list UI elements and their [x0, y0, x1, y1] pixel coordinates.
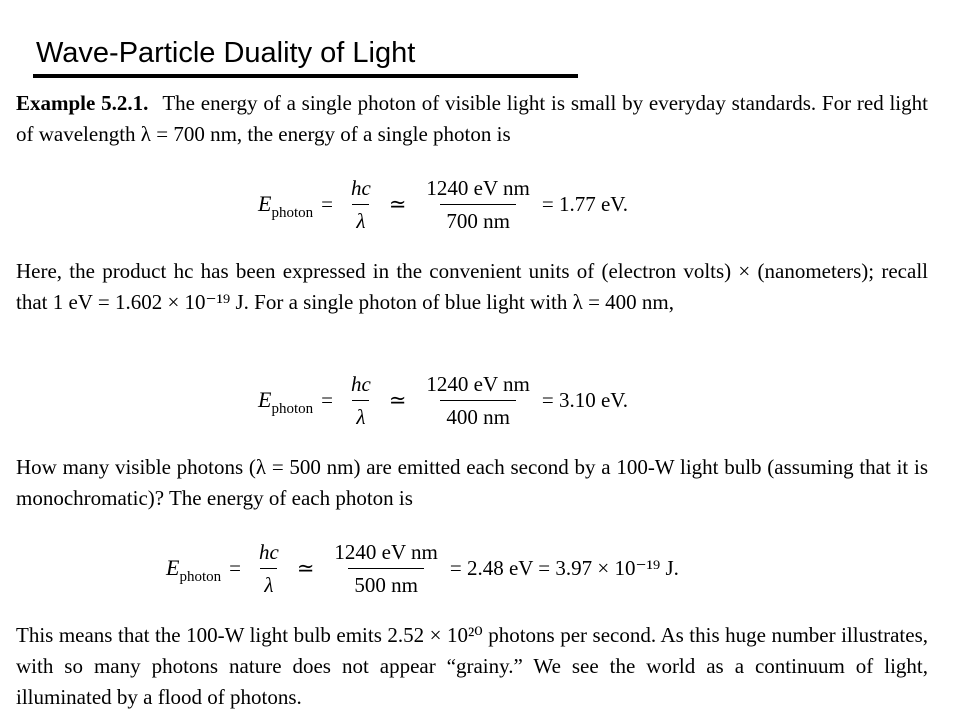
example-intro-paragraph — [16, 88, 928, 150]
slide-title: Wave-Particle Duality of Light — [36, 37, 416, 69]
equation-red-light: E photon = $\frac{hc}{\lambda}$ ≃ $\frac{\text{1240 eV nm}}{700 nm}$ = 1.77 eV. — [258, 175, 628, 233]
equation-visible-light: E photon = $\frac{hc}{\lambda}$ ≃ $\frac{\text{1240 eV nm}}{500 nm}$ = 2.48 eV = 3.97 × 10⁻¹⁹ J. — [166, 539, 679, 597]
equation-result: = 2.48 eV = 3.97 × 10⁻¹⁹ J. — [449, 555, 679, 580]
paragraph-units: Here, the product hc has been expressed in the convenient units of (electron volts) × (nanometers); recall that 1 eV = 1.602 × 10⁻¹⁹ J. For a single photon of blue light with λ = 400 nm, — [16, 259, 928, 314]
equation-result: = 3.10 eV. — [541, 387, 628, 412]
title-underline — [33, 74, 578, 78]
paragraph-conclusion: This means that the 100-W light bulb emits 2.52 × 10²⁰ photons per second. As this huge number illustrates, with so many photons nature does not appear “grainy.” We see the world as a continuum of light, illuminated by a flood of photons. — [16, 623, 928, 709]
equation-blue-light: E photon = $\frac{hc}{\lambda}$ ≃ $\frac{\text{1240 eV nm}}{400 nm}$ = 3.10 eV. — [258, 371, 628, 429]
example-label: Example 5.2.1. — [16, 91, 149, 115]
example-intro-text: The energy of a single photon of visible light is small by everyday standards. For red light of wavelength λ = 700 nm, the energy of a single photon is — [16, 91, 928, 146]
paragraph-question: How many visible photons (λ = 500 nm) are emitted each second by a 100-W light bulb (assuming that it is monochromatic)? The energy of each photon is — [16, 455, 928, 510]
equation-result: = 1.77 eV. — [541, 191, 628, 216]
